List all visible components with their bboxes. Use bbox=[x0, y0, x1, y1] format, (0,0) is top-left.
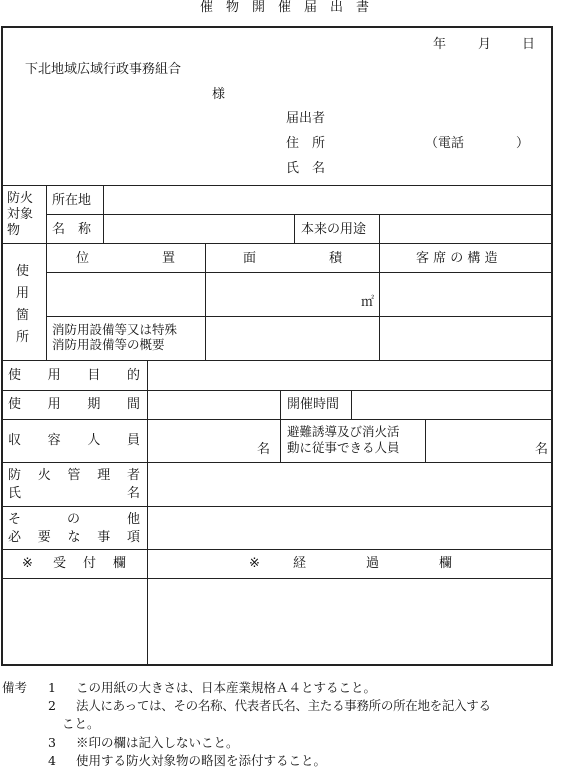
seating-header: 客 席 の 構 造 bbox=[416, 251, 498, 266]
date-day: 日 bbox=[522, 37, 536, 52]
hours-label: 開催時間 bbox=[287, 397, 340, 412]
equipment-label-2: 消防用設備等の概要 bbox=[52, 337, 165, 352]
fire-manager-name-label: 氏 名 bbox=[8, 486, 140, 501]
original-use-label: 本来の用途 bbox=[301, 222, 367, 237]
evacuation-label-1: 避難誘導及び消火活 bbox=[287, 424, 400, 439]
usage-label-4: 所 bbox=[16, 330, 30, 345]
note-4: 使用する防火対象物の略図を添付すること。 bbox=[76, 753, 327, 768]
honorific: 様 bbox=[212, 87, 226, 102]
note-3: ※印の欄は記入しないこと。 bbox=[76, 735, 239, 750]
usage-label-3: 箇 bbox=[16, 308, 30, 323]
addressee: 下北地域広域行政事務組合 bbox=[25, 62, 182, 77]
evacuation-label-2: 動に従事できる人員 bbox=[287, 440, 400, 455]
phone-open: （電話 bbox=[425, 136, 465, 151]
notes-label: 備考 bbox=[2, 680, 28, 695]
period-label: 使 用 期 間 bbox=[8, 397, 140, 412]
date-month: 月 bbox=[478, 37, 492, 52]
area-header-1: 面 bbox=[243, 251, 257, 266]
target-name-label: 名 称 bbox=[52, 222, 92, 237]
name-label: 氏 名 bbox=[286, 161, 326, 176]
evacuation-unit: 名 bbox=[535, 442, 549, 457]
other-items-label: 必 要 な 事 項 bbox=[8, 530, 140, 545]
note-2: 法人にあっては、その名称、代表者氏名、主たる事務所の所在地を記入する bbox=[76, 698, 491, 713]
phone-close: ） bbox=[516, 136, 530, 151]
date-year: 年 bbox=[433, 37, 447, 52]
target-label-3: 物 bbox=[7, 223, 21, 238]
purpose-label: 使 用 目 的 bbox=[8, 368, 140, 383]
capacity-unit: 名 bbox=[257, 442, 271, 457]
area-header-2: 積 bbox=[329, 251, 343, 266]
target-label-1: 防火 bbox=[7, 191, 34, 206]
equipment-label-1: 消防用設備等又は特殊 bbox=[52, 322, 178, 337]
fire-manager-label: 防 火 管 理 者 bbox=[8, 468, 140, 483]
form-title: 催 物 開 催 届 出 書 bbox=[199, 0, 369, 15]
note-2-cont: こと。 bbox=[62, 716, 100, 731]
notifier-label: 届出者 bbox=[286, 111, 326, 126]
capacity-label: 収 容 人 員 bbox=[8, 433, 140, 448]
note-1: この用紙の大きさは、日本産業規格Ａ４とすること。 bbox=[76, 680, 377, 695]
position-header-1: 位 bbox=[76, 251, 90, 266]
usage-label-1: 使 bbox=[16, 264, 30, 279]
target-label-2: 対象 bbox=[7, 207, 34, 222]
address-label: 住 所 bbox=[286, 136, 326, 151]
usage-label-2: 用 bbox=[16, 286, 30, 301]
location-label: 所在地 bbox=[52, 193, 92, 208]
position-header-2: 置 bbox=[162, 251, 176, 266]
area-unit: ㎡ bbox=[361, 295, 375, 310]
